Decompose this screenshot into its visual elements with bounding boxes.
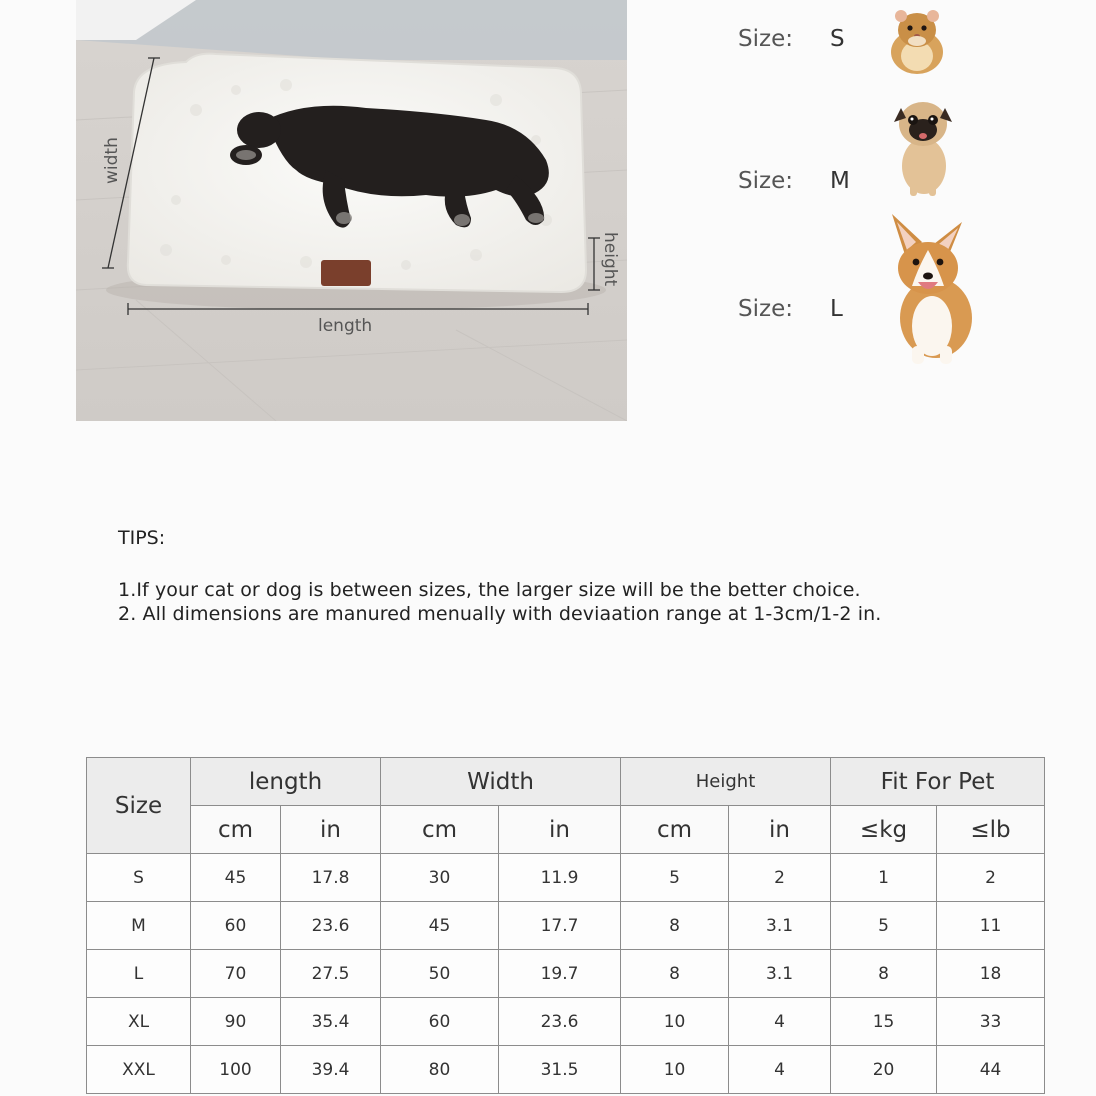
table-row xyxy=(87,902,1045,950)
size-column-header: Size xyxy=(87,758,191,854)
table-cell: 10 xyxy=(621,998,729,1046)
product-photo xyxy=(76,0,627,421)
size-cell: XXL xyxy=(87,1046,191,1094)
table-cell: 35.4 xyxy=(281,998,381,1046)
table-cell: 27.5 xyxy=(281,950,381,998)
table-row xyxy=(87,950,1045,998)
height-group-header: Height xyxy=(621,758,831,806)
fit-for-pet-group-header: Fit For Pet xyxy=(831,758,1045,806)
size-legend-medium xyxy=(738,168,870,194)
corgi-icon xyxy=(882,206,986,370)
table-cell: 3.1 xyxy=(729,950,831,998)
table-cell: 45 xyxy=(191,854,281,902)
table-cell: 44 xyxy=(937,1046,1045,1094)
size-code: S xyxy=(830,26,845,52)
table-cell: 4 xyxy=(729,1046,831,1094)
size-word: Size: xyxy=(738,168,793,194)
table-cell: 2 xyxy=(937,854,1045,902)
table-cell: 19.7 xyxy=(499,950,621,998)
unit-header: ≤kg xyxy=(831,806,937,854)
table-row xyxy=(87,998,1045,1046)
size-code: M xyxy=(830,168,850,194)
size-word: Size: xyxy=(738,26,793,52)
table-cell: 10 xyxy=(621,1046,729,1094)
hamster-icon xyxy=(884,6,950,80)
table-cell: 39.4 xyxy=(281,1046,381,1094)
unit-header: in xyxy=(729,806,831,854)
table-cell: 70 xyxy=(191,950,281,998)
unit-header: in xyxy=(281,806,381,854)
table-cell: 90 xyxy=(191,998,281,1046)
unit-header: ≤lb xyxy=(937,806,1045,854)
table-cell: 60 xyxy=(381,998,499,1046)
pet-bed-illustration xyxy=(76,0,627,421)
tip-line-2: 2. All dimensions are manured menually with deviaation range at 1-3cm/1-2 in. xyxy=(118,603,882,625)
size-cell: XL xyxy=(87,998,191,1046)
table-header-row xyxy=(87,758,1045,806)
width-dimension-label: width xyxy=(102,137,122,184)
size-cell: L xyxy=(87,950,191,998)
unit-header: cm xyxy=(381,806,499,854)
unit-header: cm xyxy=(191,806,281,854)
table-cell: 23.6 xyxy=(281,902,381,950)
unit-header: in xyxy=(499,806,621,854)
height-dimension-label: height xyxy=(600,232,620,287)
size-chart-table xyxy=(86,757,1045,1094)
table-cell: 2 xyxy=(729,854,831,902)
table-cell: 50 xyxy=(381,950,499,998)
table-cell: 20 xyxy=(831,1046,937,1094)
table-row xyxy=(87,1046,1045,1094)
table-cell: 18 xyxy=(937,950,1045,998)
table-cell: 31.5 xyxy=(499,1046,621,1094)
table-cell: 60 xyxy=(191,902,281,950)
size-code: L xyxy=(830,296,843,322)
table-cell: 100 xyxy=(191,1046,281,1094)
pug-icon xyxy=(886,94,960,202)
size-cell: S xyxy=(87,854,191,902)
table-cell: 4 xyxy=(729,998,831,1046)
table-cell: 3.1 xyxy=(729,902,831,950)
table-cell: 30 xyxy=(381,854,499,902)
tips-title: TIPS: xyxy=(118,527,166,549)
table-cell: 17.7 xyxy=(499,902,621,950)
table-cell: 45 xyxy=(381,902,499,950)
table-cell: 1 xyxy=(831,854,937,902)
table-cell: 80 xyxy=(381,1046,499,1094)
table-cell: 8 xyxy=(831,950,937,998)
table-units-row xyxy=(87,806,1045,854)
table-cell: 11.9 xyxy=(499,854,621,902)
table-cell: 8 xyxy=(621,950,729,998)
table-cell: 33 xyxy=(937,998,1045,1046)
length-group-header: length xyxy=(191,758,381,806)
length-dimension-label: length xyxy=(318,316,373,336)
unit-header: cm xyxy=(621,806,729,854)
width-group-header: Width xyxy=(381,758,621,806)
table-cell: 17.8 xyxy=(281,854,381,902)
size-legend-small xyxy=(738,26,870,52)
table-cell: 8 xyxy=(621,902,729,950)
table-cell: 5 xyxy=(831,902,937,950)
tip-line-1: 1.If your cat or dog is between sizes, the larger size will be the better choice. xyxy=(118,579,861,601)
table-cell: 15 xyxy=(831,998,937,1046)
table-cell: 11 xyxy=(937,902,1045,950)
size-cell: M xyxy=(87,902,191,950)
table-cell: 23.6 xyxy=(499,998,621,1046)
size-word: Size: xyxy=(738,296,793,322)
table-cell: 5 xyxy=(621,854,729,902)
table-row xyxy=(87,854,1045,902)
size-legend-large xyxy=(738,296,870,322)
